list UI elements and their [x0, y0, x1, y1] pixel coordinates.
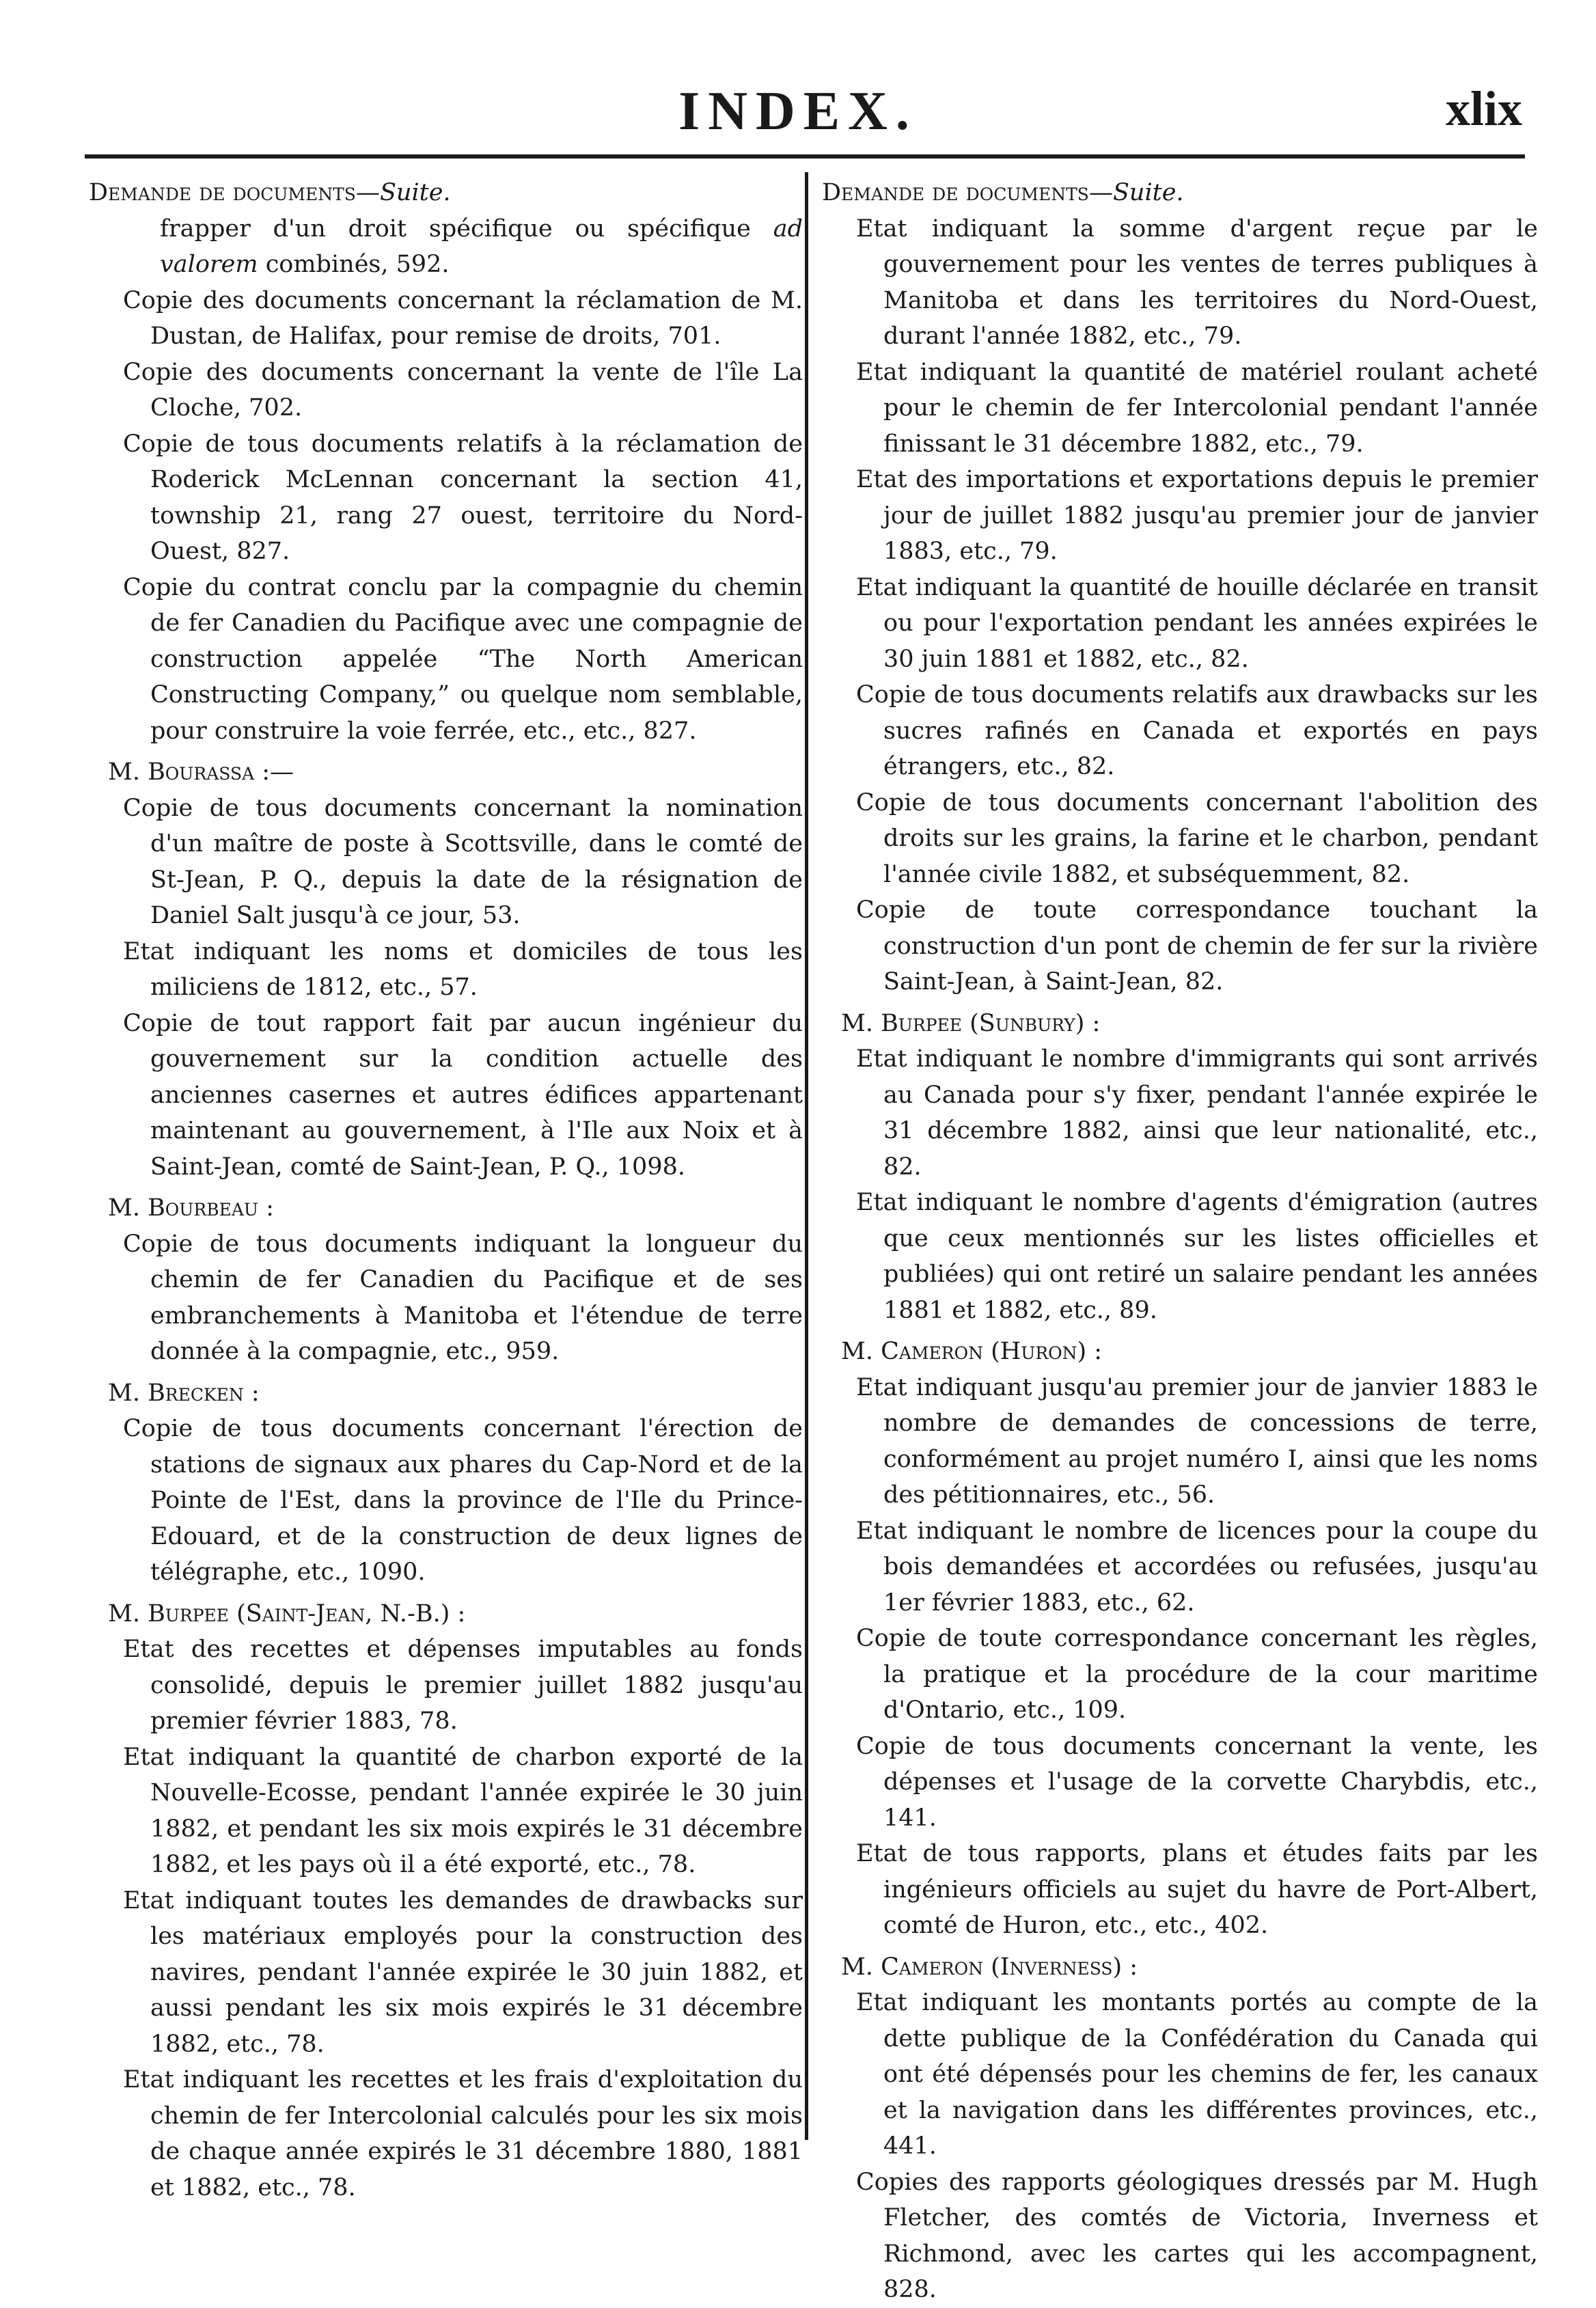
- continued-entry: frapper d'un droit spécifique ou spécifique ad valorem combinés, 592.: [160, 215, 803, 278]
- index-entry: Etat indiquant la somme d'argent reçue par le gouvernement pour les ventes de terres publiques à Manitoba et dans les territoires du Nord-Ouest, durant l'année 1882, etc., 79.: [856, 215, 1538, 350]
- index-entry: Copie de toute correspondance touchant la construction d'un pont de chemin de fer sur la rivière Saint-Jean, à Saint-Jean, 82.: [856, 896, 1538, 995]
- index-entry: Copie des documents concernant la vente de l'île La Cloche, 702.: [123, 358, 803, 422]
- section-heading: Demande de documents—Suite.: [89, 179, 451, 206]
- index-entry: Copie de tous documents indiquant la longueur du chemin de fer Canadien du Pacifique et de ses embranchements à Manitoba et l'étendue de terre donnée à la compagnie, etc., 959.: [123, 1230, 803, 1365]
- index-entry: Etat indiquant la quantité de matériel roulant acheté pour le chemin de fer Intercolonial pendant l'année finissant le 31 décembre 1882, etc., 79.: [856, 358, 1538, 458]
- index-entry: Etat indiquant jusqu'au premier jour de janvier 1883 le nombre de demandes de concessions de terre, conformément au projet numéro I, ainsi que les noms des pétitionnaires, etc., 56.: [856, 1373, 1538, 1509]
- right-column: [822, 175, 1538, 2308]
- index-entry: Copie de tous documents concernant l'érection de stations de signaux aux phares du Cap-Nord et de la Pointe de l'Est, dans la province de l'Ile du Prince-Edouard, et de la construction de deux lignes de télégraphe, etc., 1090.: [123, 1415, 803, 1586]
- member-heading: M. Bourbeau :: [108, 1194, 274, 1222]
- index-entry: Copie de tous documents concernant la nomination d'un maître de poste à Scottsville, dans le comté de St-Jean, P. Q., depuis la date de la résignation de Daniel Salt jusqu'à ce jour, 53.: [123, 794, 803, 929]
- index-entry: Copie de tous documents concernant la vente, les dépenses et l'usage de la corvette Charybdis, etc., 141.: [856, 1732, 1538, 1832]
- page-number: xlix: [1445, 81, 1522, 136]
- member-heading: M. Cameron (Huron) :: [841, 1338, 1103, 1365]
- index-entry: Etat indiquant toutes les demandes de drawbacks sur les matériaux employés pour la construction des navires, pendant l'année expirée le 30 juin 1882, et aussi pendant les six mois expirés le 31 décembre 1882, etc., 78.: [123, 1886, 803, 2058]
- running-head: [0, 81, 1596, 149]
- member-heading: M. Cameron (Inverness) :: [841, 1953, 1138, 1981]
- index-entry: Copie de tout rapport fait par aucun ingénieur du gouvernement sur la condition actuelle des anciennes casernes et autres édifices appartenant maintenant au gouvernement, à l'Ile aux Noix et à Saint-Jean, comté de Saint-Jean, P. Q., 1098.: [123, 1009, 803, 1181]
- index-entry: Copie de toute correspondance concernant les règles, la pratique et la procédure de la cour maritime d'Ontario, etc., 109.: [856, 1625, 1538, 1724]
- index-entry: Copie de tous documents relatifs à la réclamation de Roderick McLennan concernant la section 41, township 21, rang 27 ouest, territoire du Nord-Ouest, 827.: [123, 430, 803, 565]
- section-heading: Demande de documents—Suite.: [822, 179, 1184, 206]
- index-entry: Copie de tous documents relatifs aux drawbacks sur les sucres rafinés en Canada et exportés en pays étrangers, etc., 82.: [856, 681, 1538, 780]
- index-entry: Etat des recettes et dépenses imputables au fonds consolidé, depuis le premier juillet 1882 jusqu'au premier février 1883, 78.: [123, 1636, 803, 1735]
- index-entry: Copie des documents concernant la réclamation de M. Dustan, de Halifax, pour remise de droits, 701.: [123, 286, 803, 350]
- page-title: INDEX.: [678, 81, 918, 141]
- column-divider: [805, 172, 808, 2140]
- index-entry: Copie de tous documents concernant l'abolition des droits sur les grains, la farine et le charbon, pendant l'année civile 1882, et subséquemment, 82.: [856, 788, 1538, 888]
- index-entry: Etat indiquant la quantité de charbon exporté de la Nouvelle-Ecosse, pendant l'année expirée le 30 juin 1882, et pendant les six mois expirés le 31 décembre 1882, et les pays où il a été exporté, etc., 78.: [123, 1743, 803, 1878]
- index-entry: Copie du contrat conclu par la compagnie du chemin de fer Canadien du Pacifique avec une compagnie de construction appelée “The North American Constructing Company,” ou quelque nom semblable, pour construire la voie ferrée, etc., etc., 827.: [123, 573, 803, 745]
- index-entry: Etat indiquant les noms et domiciles de tous les miliciens de 1812, etc., 57.: [123, 937, 803, 1001]
- index-entry: Etat indiquant le nombre d'agents d'émigration (autres que ceux mentionnés sur les listes officielles et publiées) qui ont retiré un salaire pendant les années 1881 et 1882, etc., 89.: [856, 1189, 1538, 1324]
- member-heading: M. Burpee (Saint-Jean, N.-B.) :: [108, 1599, 466, 1627]
- left-column: [89, 175, 803, 2206]
- index-entry: Etat indiquant les montants portés au compte de la dette publique de la Confédération du Canada qui ont été dépensés pour les chemins de fer, les canaux et la navigation dans les différentes provinces, etc., 441.: [856, 1989, 1538, 2160]
- index-entry: Etat des importations et exportations depuis le premier jour de juillet 1882 jusqu'au premier jour de janvier 1883, etc., 79.: [856, 466, 1538, 565]
- index-entry: Etat indiquant le nombre d'immigrants qui sont arrivés au Canada pour s'y fixer, pendant l'année expirée le 31 décembre 1882, ainsi que leur nationalité, etc., 82.: [856, 1045, 1538, 1181]
- index-entry: Etat indiquant le nombre de licences pour la coupe du bois demandées et accordées ou refusées, jusqu'au 1er février 1883, etc., 62.: [856, 1517, 1538, 1617]
- index-entry: Copies des rapports géologiques dressés par M. Hugh Fletcher, des comtés de Victoria, Inverness et Richmond, avec les cartes qui les accompagnent, 828.: [856, 2168, 1538, 2303]
- index-entry: Etat indiquant la quantité de houille déclarée en transit ou pour l'exportation pendant les années expirées le 30 juin 1881 et 1882, etc., 82.: [856, 573, 1538, 673]
- index-entry: Etat de tous rapports, plans et études faits par les ingénieurs officiels au sujet du havre de Port-Albert, comté de Huron, etc., etc., 402.: [856, 1840, 1538, 1939]
- member-heading: M. Brecken :: [108, 1379, 260, 1407]
- member-heading: M. Burpee (Sunbury) :: [841, 1009, 1101, 1037]
- member-heading: M. Bourassa :—: [108, 758, 294, 786]
- index-entry: Etat indiquant les recettes et les frais d'exploitation du chemin de fer Intercolonial calculés pour les six mois de chaque année expirés le 31 décembre 1880, 1881 et 1882, etc., 78.: [123, 2066, 803, 2201]
- header-rule: [85, 154, 1525, 159]
